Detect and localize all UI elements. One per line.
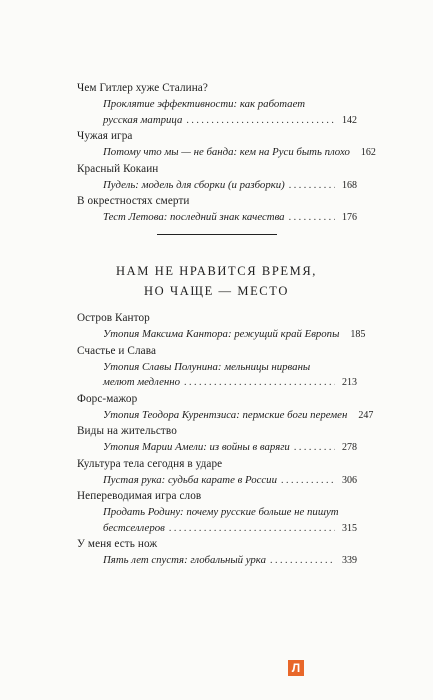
chapter-title: Чем Гитлер хуже Сталина?	[77, 82, 208, 94]
page-number: 306	[342, 474, 357, 486]
subtitle-line: Тест Летова: последний знак качества	[103, 211, 285, 223]
toc-entry	[77, 391, 374, 424]
page-number: 247	[358, 409, 374, 421]
toc-entry	[77, 343, 357, 391]
subtitle-line: Утопия Марии Амели: из войны в варяги	[103, 441, 290, 453]
chapter-subtitle	[103, 97, 357, 128]
toc-part-1	[77, 80, 376, 226]
subtitle-line: мелют медленно	[103, 376, 180, 388]
chapter-title: Счастье и Слава	[77, 344, 157, 357]
toc-entry	[77, 193, 357, 226]
leader-dots	[186, 113, 335, 129]
chapter-title: Красный Кокаин	[77, 162, 159, 175]
subtitle-line: бестселлеров	[103, 521, 165, 534]
subtitle-line: Утопия Теодора Курентзиса: пермские боги перемен	[103, 408, 348, 421]
toc-entry	[77, 310, 366, 343]
leader-dots	[289, 178, 335, 194]
section-heading-line-2: НО ЧАЩЕ — МЕСТО	[144, 284, 289, 298]
subtitle-line: Утопия Максима Кантора: режущий край Европы	[103, 328, 340, 340]
chapter-subtitle	[103, 178, 357, 194]
chapter-subtitle	[103, 440, 357, 456]
page-number: 315	[342, 522, 357, 534]
section-heading-line-1: НАМ НЕ НРАВИТСЯ ВРЕМЯ,	[116, 264, 317, 278]
chapter-subtitle	[103, 145, 376, 161]
chapter-title: Культура тела сегодня в ударе	[77, 457, 223, 470]
chapter-title: В окрестностях смерти	[77, 195, 190, 207]
toc-entry	[77, 536, 357, 569]
leader-dots	[184, 375, 335, 391]
subtitle-line: Потому что мы — не банда: кем на Руси быть плохо	[103, 146, 350, 158]
section-heading	[0, 261, 433, 301]
toc-entry	[77, 488, 357, 536]
subtitle-line: Утопия Славы Полунина: мельницы нирваны	[103, 360, 311, 373]
chapter-title: Остров Кантор	[77, 312, 150, 324]
chapter-subtitle	[103, 505, 357, 536]
page-number: 278	[342, 442, 357, 453]
toc-part-2	[77, 310, 374, 569]
subtitle-line: русская матрица	[103, 113, 183, 126]
page-number: 162	[360, 147, 376, 158]
page-number: 213	[342, 377, 357, 388]
chapter-title: Чужая игра	[77, 130, 133, 142]
toc-entry	[77, 456, 357, 489]
leader-dots	[289, 210, 335, 226]
page-number: 142	[342, 114, 357, 126]
chapter-title: Непереводимая игра слов	[77, 490, 202, 502]
chapter-subtitle	[103, 327, 366, 343]
subtitle-line: Проклятие эффективности: как работает	[103, 98, 306, 110]
subtitle-line: Пудель: модель для сборки (и разборки)	[103, 178, 285, 191]
subtitle-line: Пустая рука: судьба карате в России	[103, 473, 277, 486]
section-divider	[157, 234, 277, 235]
page-number: 168	[342, 179, 357, 191]
chapter-subtitle	[103, 408, 374, 424]
subtitle-line: Продать Родину: почему русские больше не пишут	[103, 506, 339, 518]
page-number: 185	[350, 329, 366, 340]
toc-entry	[77, 80, 357, 128]
chapter-subtitle	[103, 553, 357, 569]
chapter-subtitle	[103, 360, 357, 391]
chapter-title: У меня есть нож	[77, 538, 158, 550]
leader-dots	[169, 521, 335, 537]
leader-dots	[281, 473, 335, 489]
leader-dots	[294, 440, 335, 456]
leader-dots	[270, 553, 335, 569]
publisher-logo-icon: Л	[288, 660, 304, 676]
chapter-subtitle	[103, 210, 357, 226]
toc-entry	[77, 423, 357, 456]
subtitle-line: Пять лет спустя: глобальный урка	[103, 554, 266, 566]
toc-entry	[77, 128, 376, 161]
page-number: 176	[342, 212, 357, 223]
chapter-subtitle	[103, 473, 357, 489]
page-number: 339	[342, 555, 357, 566]
chapter-title: Виды на жительство	[77, 425, 177, 437]
toc-entry	[77, 161, 357, 194]
chapter-title: Форс-мажор	[77, 392, 138, 405]
